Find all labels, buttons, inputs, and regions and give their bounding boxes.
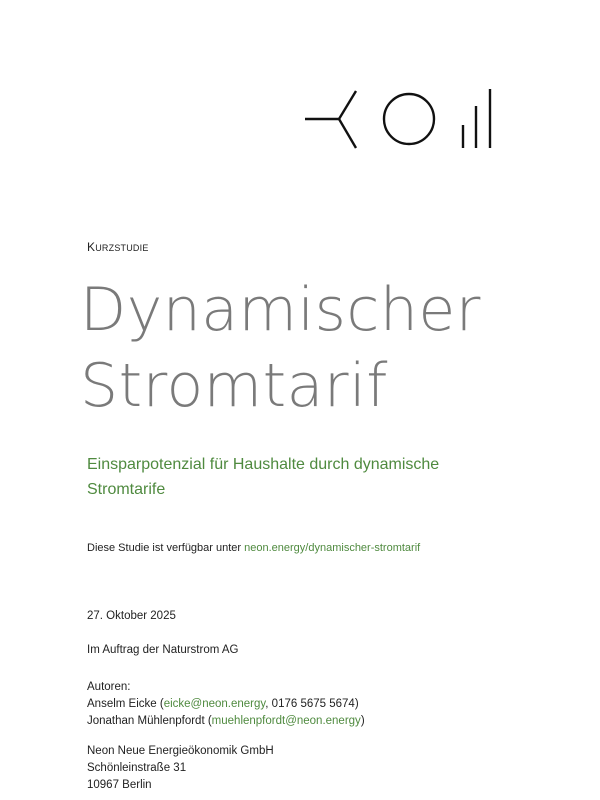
availability-note: [87, 542, 420, 554]
author-email-link[interactable]: eicke@neon.energy: [163, 698, 266, 710]
author-email-link[interactable]: muehlenpfordt@neon.energy: [211, 715, 361, 727]
title-line-2: Stromtarif: [80, 351, 388, 421]
authors-block: [87, 679, 365, 730]
study-link[interactable]: neon.energy/dynamischer-stromtarif: [244, 542, 421, 554]
document-title: [80, 272, 540, 424]
author-contact-tail: , 0176 5675 5674): [265, 698, 359, 710]
company-street: Schönleinstraße 31: [87, 762, 187, 774]
author-row: [87, 696, 365, 713]
author-name: Anselm Eicke (: [87, 698, 164, 710]
company-name: Neon Neue Energieökonomik GmbH: [87, 745, 274, 757]
author-contact-tail: ): [360, 715, 365, 727]
client-note: Im Auftrag der Naturstrom AG: [87, 644, 239, 656]
author-row: [87, 713, 365, 730]
document-type-rest: URZSTUDIE: [95, 243, 149, 253]
authors-label: Autoren:: [87, 681, 131, 693]
author-name: Jonathan Mühlenpfordt (: [87, 715, 212, 727]
document-subtitle: Einsparpotenzial für Haushalte durch dynamische Stromtarife: [87, 456, 440, 498]
publication-date: 27. Oktober 2025: [87, 610, 176, 622]
document-type-initial: K: [87, 240, 96, 254]
company-city: 10967 Berlin: [87, 779, 152, 791]
title-line-1: Dynamischer: [80, 275, 481, 345]
document-type-label: [87, 240, 149, 254]
neon-logo-icon: [303, 88, 498, 152]
company-address: [87, 743, 274, 794]
availability-text: Diese Studie ist verfügbar unter: [87, 542, 245, 554]
